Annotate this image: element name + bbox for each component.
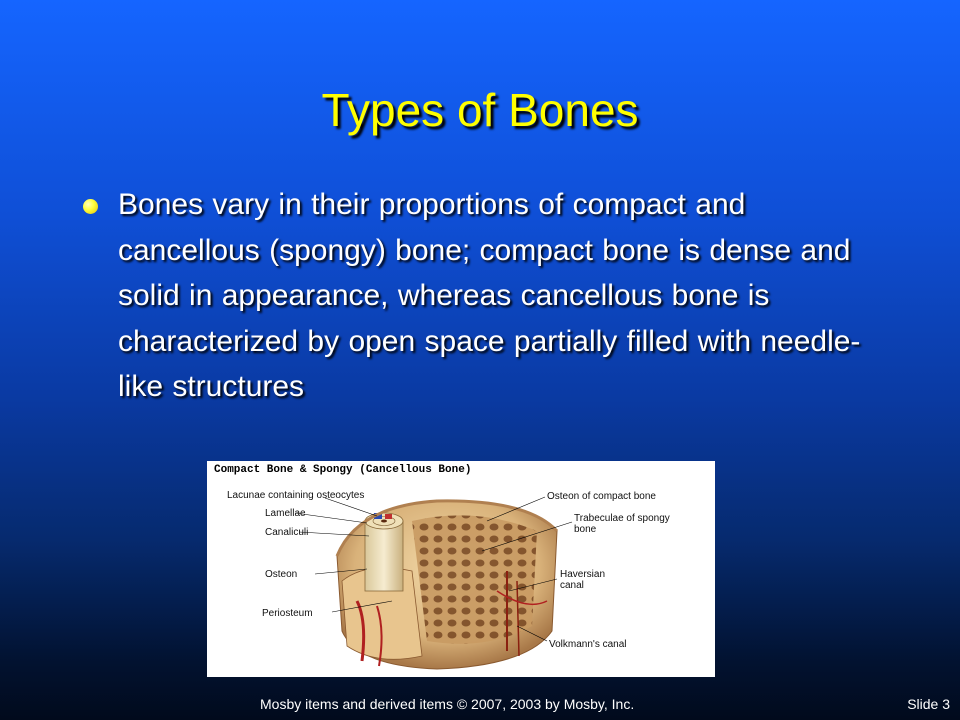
label-volkmann: Volkmann's canal xyxy=(549,639,627,650)
label-osteon-compact: Osteon of compact bone xyxy=(547,491,656,502)
bullet-icon xyxy=(83,199,98,214)
label-trabeculae-line1: Trabeculae of spongy xyxy=(574,513,670,524)
bone-diagram xyxy=(207,461,715,677)
label-osteon: Osteon xyxy=(265,569,298,580)
slide-number: Slide 3 xyxy=(907,696,950,712)
label-lamellae: Lamellae xyxy=(265,508,306,519)
label-trabeculae-line2: bone xyxy=(574,524,597,535)
label-haversian-line2: canal xyxy=(560,580,584,591)
label-periosteum: Periosteum xyxy=(262,608,313,619)
slide-title: Types of Bones xyxy=(321,84,639,136)
label-lacunae: Lacunae containing osteocytes xyxy=(227,490,365,501)
label-canaliculi: Canaliculi xyxy=(265,527,309,538)
bullet-text: Bones vary in their proportions of compact and cancellous (spongy) bone; compact bone is dense and solid in appearance, whereas cancellous bone is characterized by open space partially filled with needle-like structures xyxy=(118,188,861,403)
figure-title: Compact Bone & Spongy (Cancellous Bone) xyxy=(214,464,472,476)
footer-copyright: Mosby items and derived items © 2007, 2003 by Mosby, Inc. xyxy=(260,696,635,712)
label-haversian-line1: Haversian xyxy=(560,569,606,580)
